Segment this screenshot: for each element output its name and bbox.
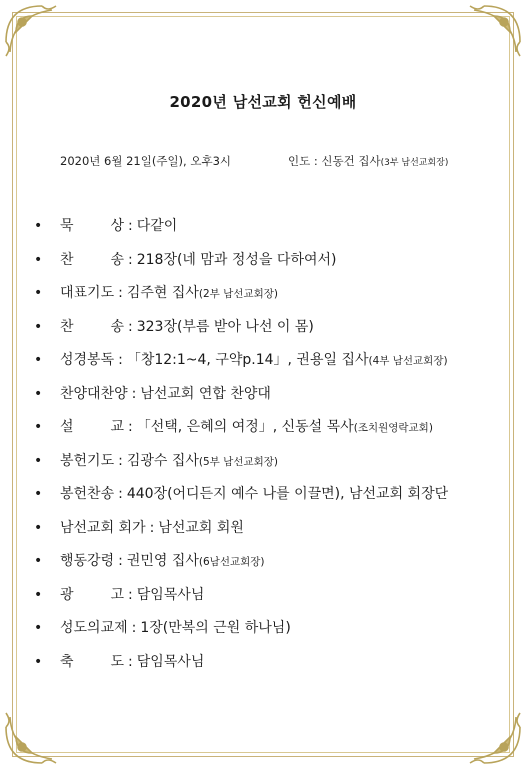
program-item-content: 담임목사님 — [136, 653, 205, 670]
program-item — [34, 652, 506, 686]
program-item-content: 323장(부름 받아 나선 이 몸) — [136, 318, 314, 335]
worship-program-list — [34, 216, 506, 685]
program-item-note: (2부 남선교회장) — [198, 288, 278, 300]
service-leader-text: 인도 : 신동건 집사 — [288, 154, 381, 168]
label-separator: : — [131, 620, 137, 636]
label-separator: : — [128, 653, 133, 670]
program-item-label: 광 고 — [60, 586, 124, 603]
bullet-dot-icon: • — [34, 653, 43, 670]
program-item-text — [60, 551, 265, 572]
program-item — [34, 585, 506, 619]
label-separator: : — [128, 218, 133, 234]
program-item — [34, 384, 506, 418]
bullet-dot-icon: • — [34, 553, 43, 569]
program-item-note: (4부 남선교회장) — [368, 355, 448, 367]
program-item-label: 찬 송 — [60, 251, 124, 268]
program-item — [34, 451, 506, 485]
program-item-content: 권민영 집사 — [126, 553, 199, 569]
program-item — [34, 250, 506, 284]
program-item — [34, 317, 506, 351]
label-separator: : — [128, 586, 133, 603]
bullet-dot-icon: • — [34, 285, 43, 301]
program-item-content: 다같이 — [136, 218, 178, 234]
bullet-dot-icon: • — [34, 620, 43, 636]
label-separator: : — [118, 486, 123, 502]
label-separator: : — [128, 251, 133, 268]
bullet-dot-icon: • — [34, 385, 43, 402]
service-leader — [288, 153, 448, 169]
program-item-text — [60, 518, 244, 538]
program-item-label: 설 교 — [60, 419, 124, 435]
bullet-dot-icon: • — [34, 352, 43, 368]
page-title: 2020년 남선교회 헌신예배 — [169, 93, 357, 111]
program-item-text — [60, 484, 448, 504]
program-item-text — [60, 250, 336, 270]
bullet-dot-icon: • — [34, 452, 43, 469]
program-item-label: 찬 송 — [60, 318, 124, 335]
program-item-note: (6남선교회장) — [198, 556, 265, 568]
label-separator: : — [128, 419, 133, 435]
program-item-text — [60, 384, 271, 404]
label-separator: : — [131, 385, 137, 402]
bullet-dot-icon: • — [34, 586, 43, 603]
program-item-content: 김주현 집사 — [126, 285, 199, 301]
program-item-text — [60, 585, 204, 605]
program-item-content: 김광수 집사 — [126, 452, 199, 469]
program-item — [34, 350, 506, 384]
label-separator: : — [118, 352, 123, 368]
program-item-content: 담임목사님 — [136, 586, 205, 603]
program-item-text — [60, 618, 291, 638]
program-item-text — [60, 652, 204, 672]
program-item-text — [60, 350, 448, 371]
label-separator: : — [118, 285, 123, 301]
ornamental-corner-icon — [2, 2, 60, 60]
program-item-label: 봉헌기도 — [60, 452, 115, 469]
service-datetime: 2020년 6월 21일(주일), 오후3시 — [60, 154, 231, 168]
program-item-text — [60, 451, 278, 472]
program-item-label: 묵 상 — [60, 218, 124, 234]
program-item — [34, 484, 506, 518]
program-item-text — [60, 283, 278, 304]
ornamental-corner-icon — [466, 2, 524, 60]
program-item-content: 남선교회 연합 찬양대 — [140, 385, 271, 402]
program-item-content: 1장(만복의 근원 하나님) — [140, 620, 291, 636]
program-item-label: 대표기도 — [60, 285, 115, 301]
program-item-content: 218장(네 맘과 정성을 다하여서) — [136, 251, 337, 268]
program-item-label: 남선교회 회가 — [60, 519, 146, 536]
program-item-note: (조치원영락교회) — [353, 422, 433, 434]
program-item-label: 축 도 — [60, 653, 124, 670]
program-item — [34, 551, 506, 585]
bullet-dot-icon: • — [34, 486, 43, 502]
label-separator: : — [118, 452, 123, 469]
label-separator: : — [149, 519, 155, 536]
program-item-note: (5부 남선교회장) — [198, 455, 278, 468]
program-item — [34, 417, 506, 451]
label-separator: : — [128, 318, 133, 335]
program-item-content: 「선택, 은혜의 여정」, 신동설 목사 — [136, 419, 354, 435]
bullet-dot-icon: • — [34, 318, 43, 335]
service-leader-note: (3부 남선교회장) — [380, 158, 449, 168]
program-item — [34, 518, 506, 552]
program-item-label: 성도의교제 — [60, 620, 128, 636]
program-item-text — [60, 317, 314, 337]
program-item — [34, 216, 506, 250]
label-separator: : — [118, 553, 123, 569]
program-item-label: 찬양대찬양 — [60, 385, 128, 402]
ornamental-corner-icon — [2, 709, 60, 767]
program-item-text — [60, 216, 177, 236]
bullet-dot-icon: • — [34, 419, 43, 435]
program-item-content: 「창12:1~4, 구약p.14」, 권용일 집사 — [126, 352, 369, 368]
program-item-content: 440장(어디든지 예수 나를 이끌면), 남선교회 회장단 — [126, 486, 449, 502]
program-item-label: 봉헌찬송 — [60, 486, 115, 502]
bullet-dot-icon: • — [34, 218, 43, 234]
program-item-label: 성경봉독 — [60, 352, 115, 368]
ornamental-corner-icon — [466, 709, 524, 767]
program-item — [34, 618, 506, 652]
bullet-dot-icon: • — [34, 251, 43, 268]
program-item-label: 행동강령 — [60, 553, 115, 569]
bullet-dot-icon: • — [34, 519, 43, 536]
program-item-content: 남선교회 회원 — [158, 519, 244, 536]
program-item-text — [60, 417, 433, 438]
program-item — [34, 283, 506, 317]
